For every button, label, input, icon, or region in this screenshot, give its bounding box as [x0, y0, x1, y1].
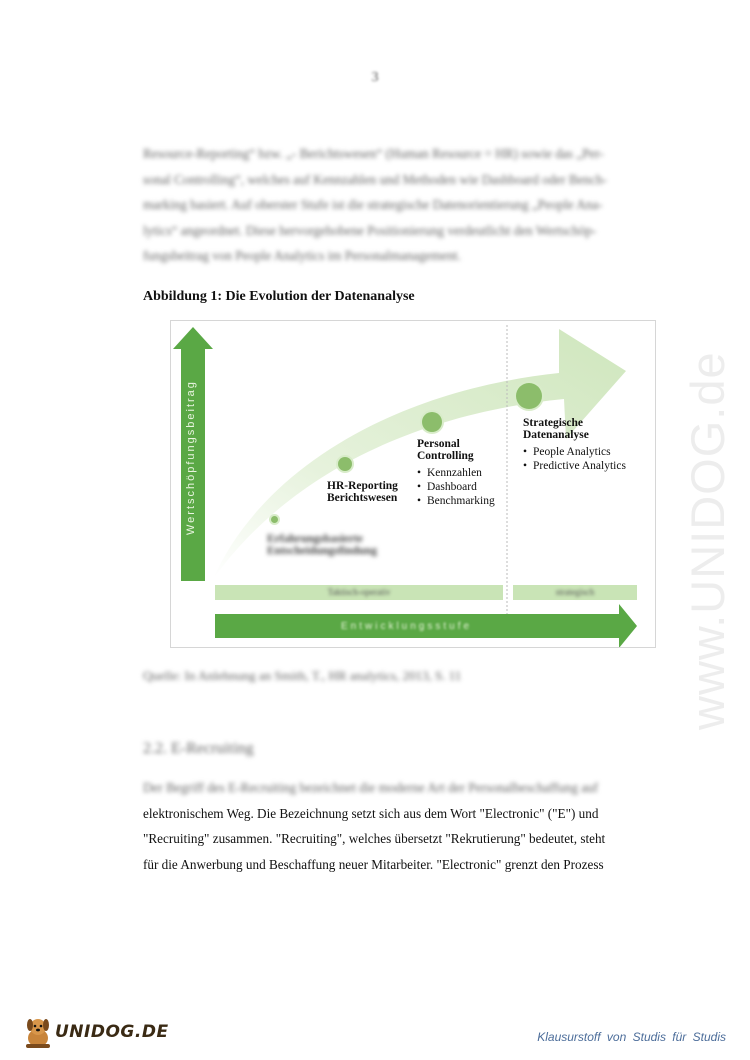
body-line: Der Begriff des E-Recruiting bezeichnet die moderne Art der Personalbeschaffung auf	[143, 780, 599, 795]
strategic-bar: strategisch	[513, 585, 637, 600]
stage-item: • People Analytics	[523, 445, 626, 459]
stage-dot	[516, 383, 542, 409]
intro-line: sonal Controlling“, welches auf Kennzahlen und Methoden wie Dashboard oder Bench-	[143, 171, 607, 187]
stage-item: • Predictive Analytics	[523, 459, 626, 473]
horizontal-axis-label: Entwicklungsstufe	[341, 621, 473, 632]
body-line: "Recruiting" zusammen. "Recruiting", welches übersetzt "Rekrutierung" bedeutet, steht	[143, 831, 606, 846]
figure-caption: Abbildung 1: Die Evolution der Datenanalyse	[143, 289, 415, 304]
tactical-bar: Taktisch-operativ	[215, 585, 503, 600]
intro-line: fungsbeitrag von People Analytics im Personalmanagement.	[143, 248, 461, 263]
intro-paragraph	[143, 141, 679, 269]
watermark: www.UNIDOG.de	[681, 351, 734, 730]
stage-title: Erfahrungsbasierte Entscheidungsfindung	[267, 533, 377, 557]
logo-text: UNIDOG.DE	[55, 1022, 169, 1042]
stage-title: HR-Reporting Berichtswesen	[327, 480, 398, 504]
section-heading: 2.2. E-Recruiting	[143, 740, 254, 757]
body-paragraph	[143, 775, 679, 877]
footer-logo[interactable]	[22, 1016, 172, 1052]
vertical-axis-label: Wertschöpfungsbeitrag	[185, 380, 197, 535]
stage-item: • Kennzahlen	[417, 466, 495, 480]
stage-item: • Dashboard	[417, 480, 495, 494]
figure-source: Quelle: In Anlehnung an Smith, T., HR analytics, 2013, S. 11	[143, 668, 462, 683]
stage-dot	[338, 457, 352, 471]
intro-line: Resource-Reporting“ bzw. „- Berichtswesen“ (Human Resource = HR) sowie das „Per-	[143, 146, 604, 161]
stage-title: Strategische Datenanalyse	[523, 417, 589, 441]
intro-line: lytics“ angeordnet. Diese hervorgehobene Positionierung verdeutlicht den Wertschöp-	[143, 222, 597, 238]
footer-tagline: Klausurstoff von Studis für Studis	[537, 1030, 726, 1044]
stage-dot	[422, 412, 442, 432]
stage-dot	[271, 516, 278, 523]
stage-item: • Benchmarking	[417, 494, 495, 508]
stage-items	[523, 445, 626, 473]
body-line: elektronischem Weg. Die Bezeichnung setzt sich aus dem Wort "Electronic" ("E") und	[143, 805, 599, 821]
intro-line: marking basiert. Auf oberster Stufe ist die strategische Datenorientierung „People Ana-	[143, 197, 603, 212]
dog-mascot-icon	[22, 1016, 54, 1050]
page-number: 3	[371, 70, 379, 85]
stage-items	[417, 466, 495, 508]
body-line: für die Anwerbung und Beschaffung neuer Mitarbeiter. "Electronic" grenzt den Prozess	[143, 856, 604, 872]
stage-title: Personal Controlling	[417, 438, 474, 462]
evolution-figure	[170, 320, 656, 648]
